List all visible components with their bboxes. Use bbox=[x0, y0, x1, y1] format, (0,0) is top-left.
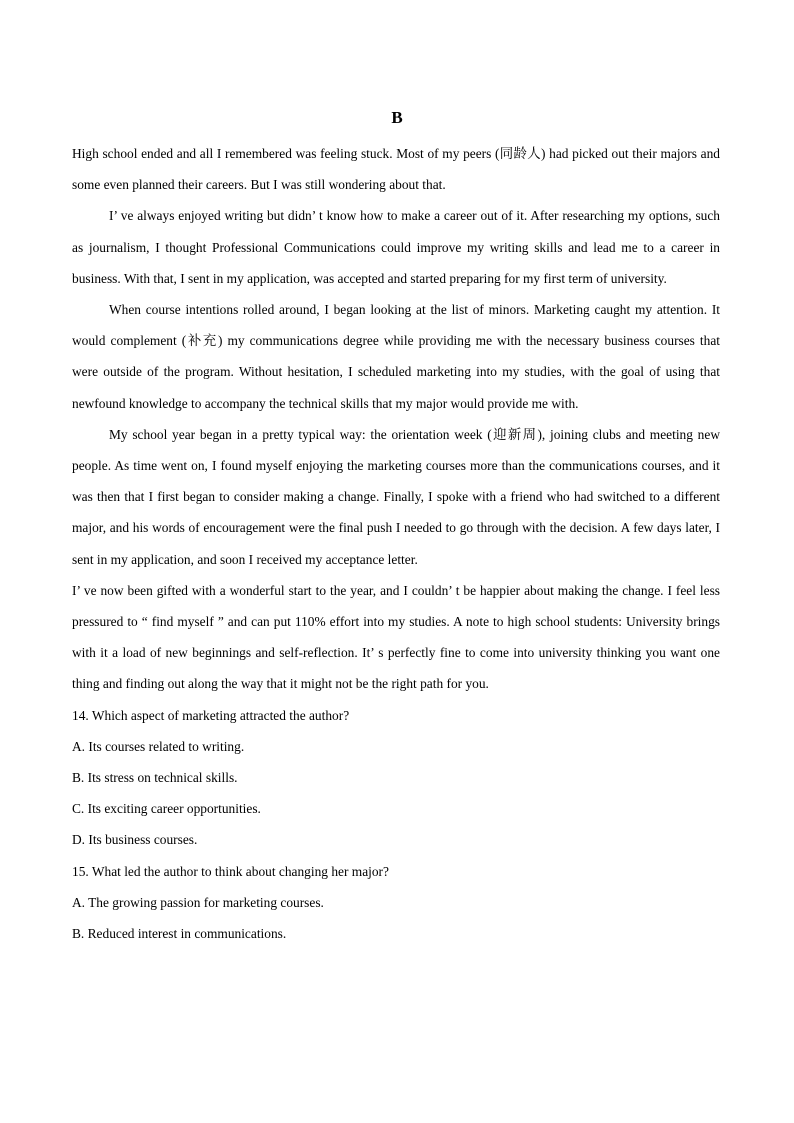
question-text: What led the author to think about changing her major? bbox=[88, 863, 389, 879]
question-option-b: B. Its stress on technical skills. bbox=[72, 770, 238, 786]
passage-paragraph-5: I’ ve now been gifted with a wonderful start to the year, and I couldn’ t be happier about making the change. I feel less pressured to “ find myself ” and can put 110% effort into my studies. A note to high school students: University brings with it a load of new beginnings and self-reflection. It’ s perfectly fine to come into university thinking you want one thing and finding out along the way that it might not be the right path for you. bbox=[72, 582, 720, 692]
question-15 bbox=[72, 856, 720, 950]
question-stem bbox=[72, 856, 720, 887]
passage-paragraph-4: My school year began in a pretty typical way: the orientation week (迎新周), joining clubs and meeting new people. As time went on, I found myself enjoying the marketing courses more than the communications courses, and it was then that I first began to consider making a change. Finally, I spoke with a friend who had switched to a different major, and his words of encouragement were the final push I needed to go through with the decision. A few days later, I sent in my application, and soon I received my acceptance letter. bbox=[72, 426, 720, 567]
passage-paragraph-1: High school ended and all I remembered was feeling stuck. Most of my peers (同龄人) had picked out their majors and some even planned their careers. But I was still wondering about that. bbox=[72, 146, 720, 193]
question-text: Which aspect of marketing attracted the author? bbox=[88, 707, 350, 723]
question-number: 15. bbox=[72, 863, 89, 879]
passage-paragraph-2: I’ ve always enjoyed writing but didn’ t know how to make a career out of it. After researching my options, such as journalism, I thought Professional Communications could improve my writing skills and lead me to a career in business. With that, I sent in my application, was accepted and started preparing for my first term of university. bbox=[72, 208, 720, 286]
question-number: 14. bbox=[72, 707, 89, 723]
question-option-d: D. Its business courses. bbox=[72, 832, 198, 848]
passage-body bbox=[72, 138, 720, 949]
question-stem bbox=[72, 700, 720, 731]
section-title: B bbox=[391, 108, 403, 127]
question-option-a: A. The growing passion for marketing courses. bbox=[72, 894, 324, 910]
question-option-a: A. Its courses related to writing. bbox=[72, 738, 245, 754]
question-option-b: B. Reduced interest in communications. bbox=[72, 926, 287, 942]
question-option-c: C. Its exciting career opportunities. bbox=[72, 801, 261, 817]
question-14 bbox=[72, 700, 720, 856]
passage-paragraph-3: When course intentions rolled around, I began looking at the list of minors. Marketing caught my attention. It would complement (补充) my communications degree while providing me with the necessary business courses that were outside of the program. Without hesitation, I scheduled marketing into my studies, with the goal of using that newfound knowledge to accompany the technical skills that my major would provide me with. bbox=[72, 302, 720, 411]
